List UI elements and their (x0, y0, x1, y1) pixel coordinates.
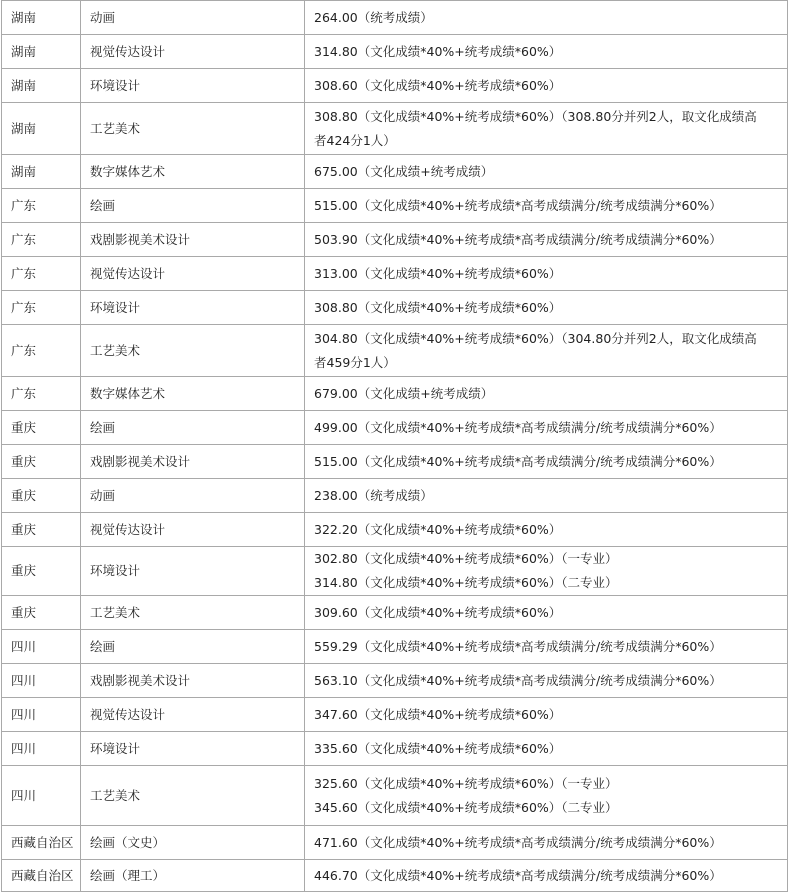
province-cell: 广东 (2, 377, 81, 411)
score-cell (305, 698, 788, 732)
table-row (2, 69, 788, 103)
table-row (2, 103, 788, 155)
province-cell: 重庆 (2, 445, 81, 479)
score-line: 325.60（文化成绩*40%+统考成绩*60%）（一专业） (314, 775, 618, 791)
province-cell: 广东 (2, 189, 81, 223)
major-cell: 视觉传达设计 (81, 257, 305, 291)
score-line: 679.00（文化成绩+统考成绩） (314, 385, 494, 401)
major-cell: 动画 (81, 1, 305, 35)
table-row (2, 766, 788, 826)
score-line: 563.10（文化成绩*40%+统考成绩*高考成绩满分/统考成绩满分*60%） (314, 672, 722, 688)
province-cell: 广东 (2, 291, 81, 325)
major-cell: 视觉传达设计 (81, 513, 305, 547)
major-cell: 绘画 (81, 411, 305, 445)
table-row (2, 223, 788, 257)
table-row (2, 291, 788, 325)
major-cell: 视觉传达设计 (81, 698, 305, 732)
score-cell (305, 257, 788, 291)
major-cell: 戏剧影视美术设计 (81, 445, 305, 479)
score-cell (305, 1, 788, 35)
score-cell (305, 69, 788, 103)
province-cell: 广东 (2, 325, 81, 377)
score-line: 446.70（文化成绩*40%+统考成绩*高考成绩满分/统考成绩满分*60%） (314, 867, 722, 883)
score-cell (305, 826, 788, 860)
table-row (2, 257, 788, 291)
score-line: 503.90（文化成绩*40%+统考成绩*高考成绩满分/统考成绩满分*60%） (314, 231, 722, 247)
score-cell (305, 155, 788, 189)
table-row (2, 445, 788, 479)
table-row (2, 732, 788, 766)
province-cell: 四川 (2, 732, 81, 766)
province-cell: 重庆 (2, 411, 81, 445)
score-cell (305, 35, 788, 69)
major-cell: 视觉传达设计 (81, 35, 305, 69)
score-line: 304.80（文化成绩*40%+统考成绩*60%）（304.80分并列2人，取文化成绩高 (314, 330, 757, 346)
score-cell (305, 596, 788, 630)
score-line: 471.60（文化成绩*40%+统考成绩*高考成绩满分/统考成绩满分*60%） (314, 834, 722, 850)
major-cell: 工艺美术 (81, 325, 305, 377)
score-line: 559.29（文化成绩*40%+统考成绩*高考成绩满分/统考成绩满分*60%） (314, 638, 722, 654)
table-row (2, 698, 788, 732)
score-line: 335.60（文化成绩*40%+统考成绩*60%） (314, 740, 562, 756)
table-row (2, 155, 788, 189)
score-cell (305, 223, 788, 257)
major-cell: 环境设计 (81, 732, 305, 766)
major-cell: 绘画 (81, 630, 305, 664)
score-line: 238.00（统考成绩） (314, 487, 433, 503)
score-line: 者424分1人） (314, 132, 396, 148)
province-cell: 湖南 (2, 155, 81, 189)
score-line: 313.00（文化成绩*40%+统考成绩*60%） (314, 265, 562, 281)
score-line: 309.60（文化成绩*40%+统考成绩*60%） (314, 604, 562, 620)
province-cell: 广东 (2, 257, 81, 291)
score-line: 322.20（文化成绩*40%+统考成绩*60%） (314, 521, 562, 537)
major-cell: 工艺美术 (81, 103, 305, 155)
province-cell: 重庆 (2, 547, 81, 596)
major-cell: 动画 (81, 479, 305, 513)
table-row (2, 189, 788, 223)
major-cell: 绘画 (81, 189, 305, 223)
score-cell (305, 103, 788, 155)
score-cell (305, 664, 788, 698)
score-line: 314.80（文化成绩*40%+统考成绩*60%） (314, 43, 562, 59)
score-line: 515.00（文化成绩*40%+统考成绩*高考成绩满分/统考成绩满分*60%） (314, 197, 722, 213)
major-cell: 戏剧影视美术设计 (81, 223, 305, 257)
table-row (2, 630, 788, 664)
province-cell: 重庆 (2, 596, 81, 630)
province-cell: 西藏自治区 (2, 860, 81, 892)
major-cell: 戏剧影视美术设计 (81, 664, 305, 698)
score-cell (305, 547, 788, 596)
major-cell: 工艺美术 (81, 596, 305, 630)
major-cell: 绘画（理工） (81, 860, 305, 892)
major-cell: 环境设计 (81, 69, 305, 103)
admission-score-table (1, 0, 788, 892)
province-cell: 湖南 (2, 35, 81, 69)
score-cell (305, 766, 788, 826)
major-cell: 环境设计 (81, 547, 305, 596)
score-line: 264.00（统考成绩） (314, 9, 433, 25)
score-cell (305, 630, 788, 664)
province-cell: 四川 (2, 664, 81, 698)
province-cell: 湖南 (2, 69, 81, 103)
table-row (2, 479, 788, 513)
score-cell (305, 732, 788, 766)
table-row (2, 377, 788, 411)
major-cell: 数字媒体艺术 (81, 377, 305, 411)
major-cell: 数字媒体艺术 (81, 155, 305, 189)
province-cell: 重庆 (2, 513, 81, 547)
province-cell: 四川 (2, 630, 81, 664)
major-cell: 工艺美术 (81, 766, 305, 826)
score-line: 者459分1人） (314, 354, 396, 370)
province-cell: 重庆 (2, 479, 81, 513)
score-line: 515.00（文化成绩*40%+统考成绩*高考成绩满分/统考成绩满分*60%） (314, 453, 722, 469)
table-row (2, 826, 788, 860)
major-cell: 环境设计 (81, 291, 305, 325)
score-line: 499.00（文化成绩*40%+统考成绩*高考成绩满分/统考成绩满分*60%） (314, 419, 722, 435)
table-row (2, 596, 788, 630)
score-cell (305, 189, 788, 223)
score-line: 675.00（文化成绩+统考成绩） (314, 163, 494, 179)
province-cell: 湖南 (2, 1, 81, 35)
score-line: 308.80（文化成绩*40%+统考成绩*60%）（308.80分并列2人，取文化成绩高 (314, 108, 757, 124)
table-row (2, 411, 788, 445)
score-line: 347.60（文化成绩*40%+统考成绩*60%） (314, 706, 562, 722)
score-cell (305, 860, 788, 892)
table-row (2, 860, 788, 892)
table-row (2, 664, 788, 698)
table-row (2, 547, 788, 596)
province-cell: 四川 (2, 766, 81, 826)
score-line: 302.80（文化成绩*40%+统考成绩*60%）（一专业） (314, 551, 618, 566)
table-row (2, 1, 788, 35)
score-cell (305, 325, 788, 377)
score-cell (305, 291, 788, 325)
score-cell (305, 445, 788, 479)
province-cell: 广东 (2, 223, 81, 257)
province-cell: 四川 (2, 698, 81, 732)
score-cell (305, 377, 788, 411)
major-cell: 绘画（文史） (81, 826, 305, 860)
score-cell (305, 513, 788, 547)
table-row (2, 35, 788, 69)
score-cell (305, 411, 788, 445)
score-line: 345.60（文化成绩*40%+统考成绩*60%）（二专业） (314, 799, 618, 815)
table-row (2, 325, 788, 377)
province-cell: 西藏自治区 (2, 826, 81, 860)
province-cell: 湖南 (2, 103, 81, 155)
score-line: 308.60（文化成绩*40%+统考成绩*60%） (314, 77, 562, 93)
table-body (2, 1, 788, 892)
score-cell (305, 479, 788, 513)
table-row (2, 513, 788, 547)
score-line: 314.80（文化成绩*40%+统考成绩*60%）（二专业） (314, 575, 618, 590)
score-line: 308.80（文化成绩*40%+统考成绩*60%） (314, 299, 562, 315)
